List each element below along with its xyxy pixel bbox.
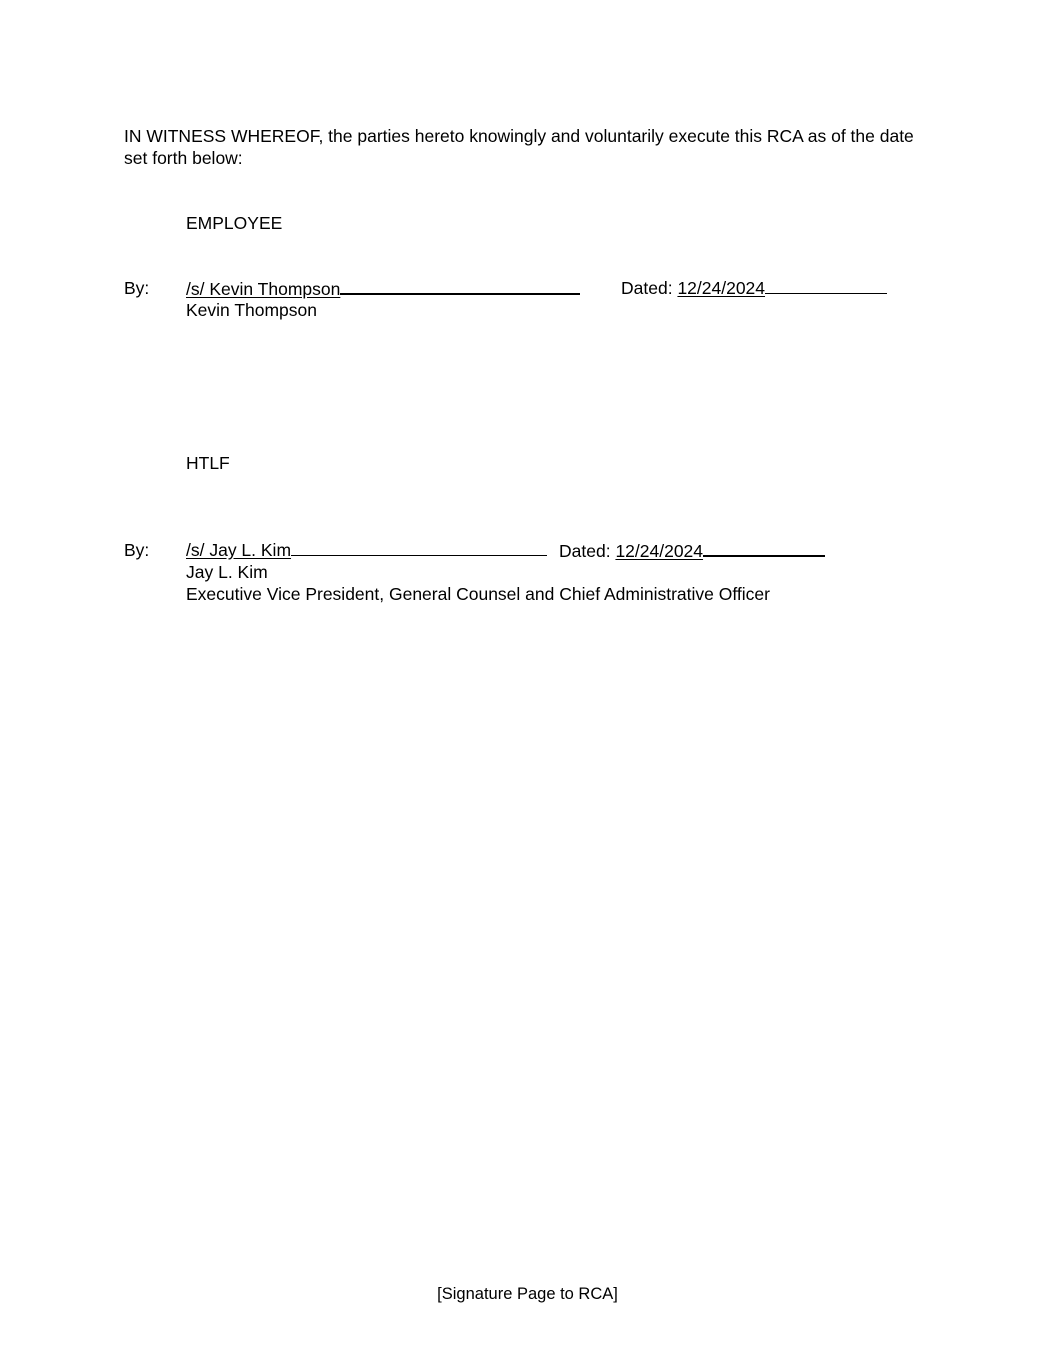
employee-date-line bbox=[621, 277, 887, 299]
employee-date: 12/24/2024 bbox=[677, 278, 766, 298]
employee-date-blank bbox=[765, 277, 887, 294]
company-dated-label: Dated: bbox=[559, 541, 611, 561]
company-signer-title: Executive Vice President, General Counsel and Chief Administrative Officer bbox=[186, 584, 770, 604]
company-signature: /s/ Jay L. Kim bbox=[186, 540, 292, 560]
company-signature-blank bbox=[291, 539, 547, 556]
employee-heading: EMPLOYEE bbox=[186, 213, 283, 233]
intro-paragraph: IN WITNESS WHEREOF, the parties hereto knowingly and voluntarily execute this RCA as of the date set forth below: bbox=[124, 126, 914, 168]
company-date-line bbox=[559, 539, 825, 562]
company-date: 12/24/2024 bbox=[615, 541, 704, 561]
company-printed-name: Jay L. Kim bbox=[186, 562, 268, 582]
employee-dated-label: Dated: bbox=[621, 278, 673, 298]
company-heading: HTLF bbox=[186, 453, 230, 473]
company-date-blank bbox=[703, 539, 825, 557]
employee-signature-line bbox=[186, 277, 580, 300]
employee-printed-name: Kevin Thompson bbox=[186, 300, 318, 320]
company-by-label: By: bbox=[124, 540, 150, 560]
page-footer: [Signature Page to RCA] bbox=[437, 1285, 618, 1303]
employee-by-label: By: bbox=[124, 278, 150, 298]
company-signature-line bbox=[186, 539, 547, 561]
employee-signature: /s/ Kevin Thompson bbox=[186, 279, 341, 299]
employee-signature-blank bbox=[340, 277, 580, 295]
